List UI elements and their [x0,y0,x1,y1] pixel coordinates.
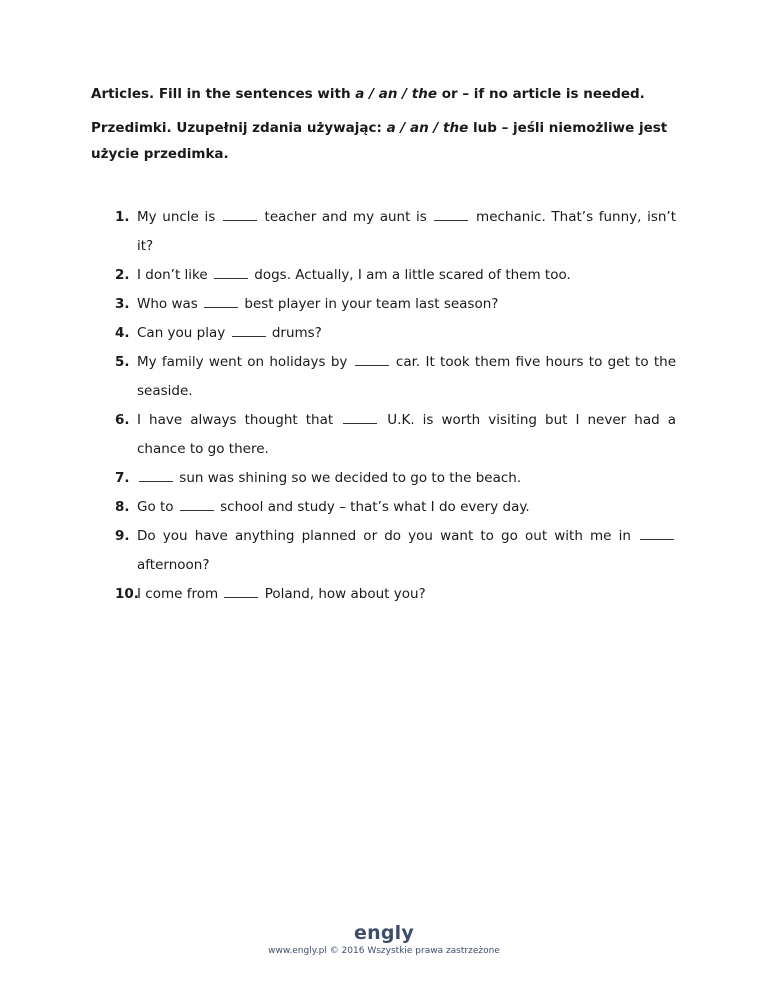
item-number: 7. [115,470,130,486]
instruction-pl-articles: a / an / the [386,120,469,136]
answer-blank[interactable] [224,585,258,598]
item-text: Poland, how about you? [260,586,426,602]
exercise-item [115,522,676,580]
exercise-item [115,261,676,290]
exercise-item [115,406,676,464]
engly-logo: engly [354,922,414,944]
item-number: 5. [115,354,130,370]
answer-blank[interactable] [343,411,377,424]
exercise-item [115,580,676,609]
item-number: 3. [115,296,130,312]
item-text: My uncle is [137,209,221,225]
footer-copyright: www.engly.pl © 2016 Wszystkie prawa zastrzeżone [268,946,500,956]
exercise-item [115,348,676,406]
item-text: teacher and my aunt is [258,209,433,225]
instruction-en-articles: a / an / the [355,86,437,102]
exercise-item [115,203,676,261]
instruction-pl-text: Przedimki. Uzupełnij zdania używając: [91,120,387,136]
answer-blank[interactable] [223,208,257,221]
item-number: 6. [115,412,130,428]
instruction-pl-text-end: lub – jeśli niemożliwe jest użycie przedimka. [91,120,668,162]
item-number: 2. [115,267,130,283]
item-number: 9. [115,528,130,544]
item-text: dogs. Actually, I am a little scared of them too. [249,267,571,283]
exercise-list [115,203,676,609]
item-text: drums? [267,325,322,341]
item-text: My family went on holidays by [137,354,353,370]
instruction-english [91,81,681,107]
item-text: I have always thought that [137,412,342,428]
instruction-en-text-end: or – if no article is needed. [437,86,645,102]
exercise-item [115,319,676,348]
item-text: Can you play [137,325,230,341]
item-number: 10. [115,586,139,602]
item-text: best player in your team last season? [240,296,499,312]
answer-blank[interactable] [204,295,238,308]
item-text: Who was [137,296,203,312]
item-text: Go to [137,499,178,515]
answer-blank[interactable] [232,324,266,337]
item-text: I come from [137,586,223,602]
instruction-polish [91,115,681,167]
answer-blank[interactable] [640,527,674,540]
answer-blank[interactable] [180,498,214,511]
instruction-en-text: Articles. Fill in the sentences with [91,86,356,102]
answer-blank[interactable] [355,353,389,366]
item-number: 4. [115,325,130,341]
item-text: afternoon? [137,557,210,573]
item-number: 8. [115,499,130,515]
answer-blank[interactable] [434,208,468,221]
exercise-item [115,464,676,493]
item-text: U.K. is worth visiting but I never had a chance to go there. [137,412,676,457]
item-text: I don’t like [137,267,212,283]
item-text: sun was shining so we decided to go to the beach. [175,470,522,486]
exercise-item [115,493,676,522]
answer-blank[interactable] [139,469,173,482]
exercise-item [115,290,676,319]
answer-blank[interactable] [214,266,248,279]
item-text: mechanic. That’s funny, isn’t it? [137,209,676,254]
item-text: school and study – that’s what I do every day. [215,499,530,515]
item-text: car. It took them five hours to get to the seaside. [137,354,676,399]
item-text: Do you have anything planned or do you want to go out with me in [137,528,638,544]
item-number: 1. [115,209,130,225]
